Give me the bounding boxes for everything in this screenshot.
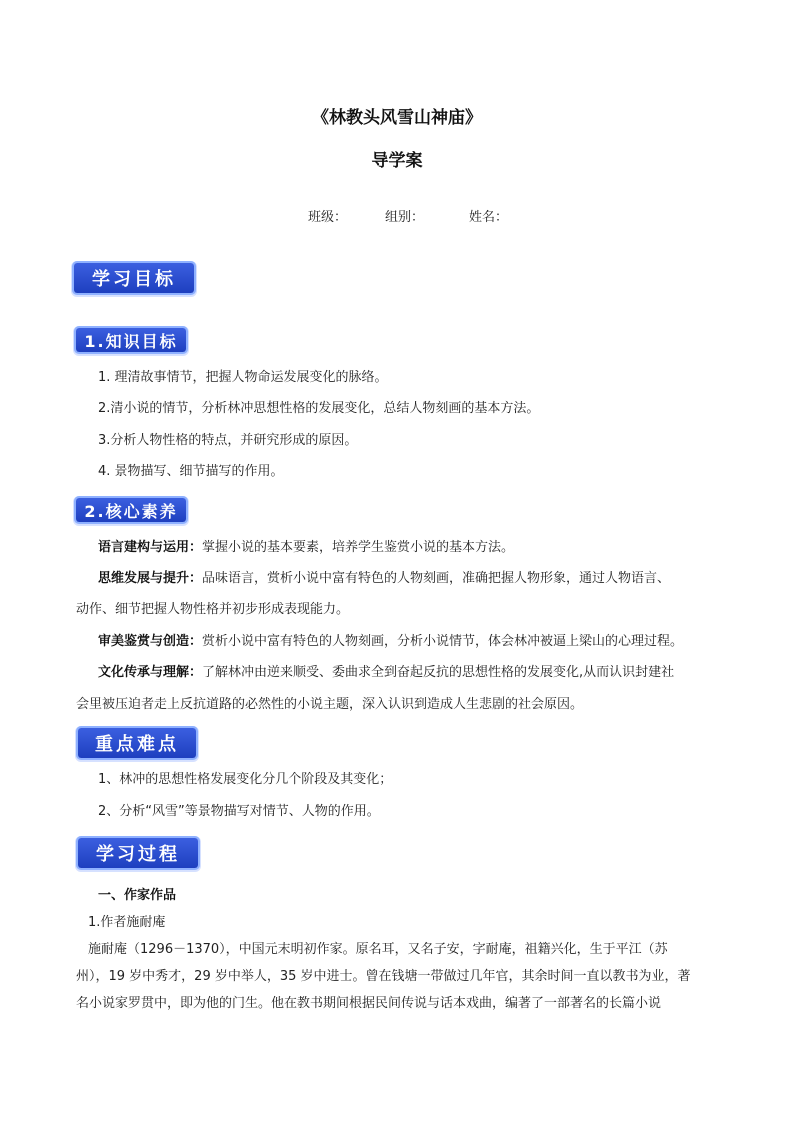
document-title: 《林教头风雪山神庙》 bbox=[312, 108, 482, 128]
core-item-thinking-cont: 动作、细节把握人物性格并初步形成表现能力。 bbox=[76, 602, 350, 617]
core-item-thinking bbox=[98, 570, 738, 588]
core-item-text: 了解林冲由逆来顺受、委曲求全到奋起反抗的思想性格的发展变化,从而认识封建社 bbox=[202, 665, 675, 680]
knowledge-item: 2.清小说的情节，分析林冲思想性格的发展变化，总结人物刻画的基本方法。 bbox=[98, 401, 540, 416]
process-paragraph-line: 施耐庵（1296－1370），中国元末明初作家。原名耳，又名子安，字耐庵，祖籍兴化，生于平江（苏 bbox=[88, 942, 668, 957]
class-label: 班级： bbox=[308, 210, 348, 225]
core-item-culture-cont: 会里被压迫者走上反抗道路的必然性的小说主题，深入认识到造成人生悲剧的社会原因。 bbox=[76, 697, 584, 712]
core-item-language bbox=[98, 539, 738, 557]
core-item-label: 语言建构与运用： bbox=[98, 540, 203, 555]
process-paragraph-line: 名小说家罗贯中，即为他的门生。他在教书期间根据民间传说与话本戏曲，编著了一部著名的长篇小说 bbox=[76, 996, 662, 1011]
core-item-text: 掌握小说的基本要素，培养学生鉴赏小说的基本方法。 bbox=[202, 540, 515, 555]
section-badge-study-process: 学习过程 bbox=[78, 838, 198, 868]
process-heading: 一、作家作品 bbox=[98, 888, 177, 903]
section-badge-study-goals: 学习目标 bbox=[74, 263, 194, 293]
group-label: 组别： bbox=[385, 210, 425, 225]
document-subtitle: 导学案 bbox=[371, 151, 423, 171]
section-badge-knowledge-goals: 1.知识目标 bbox=[76, 328, 186, 352]
core-item-aesthetic bbox=[98, 633, 738, 651]
process-subheading: 1.作者施耐庵 bbox=[88, 915, 166, 930]
key-item: 1、林冲的思想性格发展变化分几个阶段及其变化； bbox=[98, 772, 393, 787]
core-item-text: 品味语言，赏析小说中富有特色的人物刻画，准确把握人物形象，通过人物语言、 bbox=[202, 571, 671, 586]
core-item-label: 审美鉴赏与创造： bbox=[98, 634, 203, 649]
core-item-label: 文化传承与理解： bbox=[98, 665, 203, 680]
core-item-label: 思维发展与提升： bbox=[98, 571, 203, 586]
section-badge-core-literacy: 2.核心素养 bbox=[76, 498, 186, 522]
knowledge-item: 4. 景物描写、细节描写的作用。 bbox=[98, 464, 284, 479]
core-item-culture bbox=[98, 664, 738, 682]
core-item-text: 赏析小说中富有特色的人物刻画，分析小说情节，体会林冲被逼上梁山的心理过程。 bbox=[202, 634, 684, 649]
knowledge-item: 3.分析人物性格的特点，并研究形成的原因。 bbox=[98, 433, 358, 448]
name-label: 姓名： bbox=[469, 210, 509, 225]
process-paragraph-line: 州），19 岁中秀才，29 岁中举人，35 岁中进士。曾在钱塘一带做过几年官，其余时间一直以教书为业，著 bbox=[76, 969, 691, 984]
section-badge-key-difficult: 重点难点 bbox=[78, 728, 196, 758]
key-item: 2、分析“风雪”等景物描写对情节、人物的作用。 bbox=[98, 804, 380, 819]
knowledge-item: 1. 理清故事情节，把握人物命运发展变化的脉络。 bbox=[98, 370, 388, 385]
